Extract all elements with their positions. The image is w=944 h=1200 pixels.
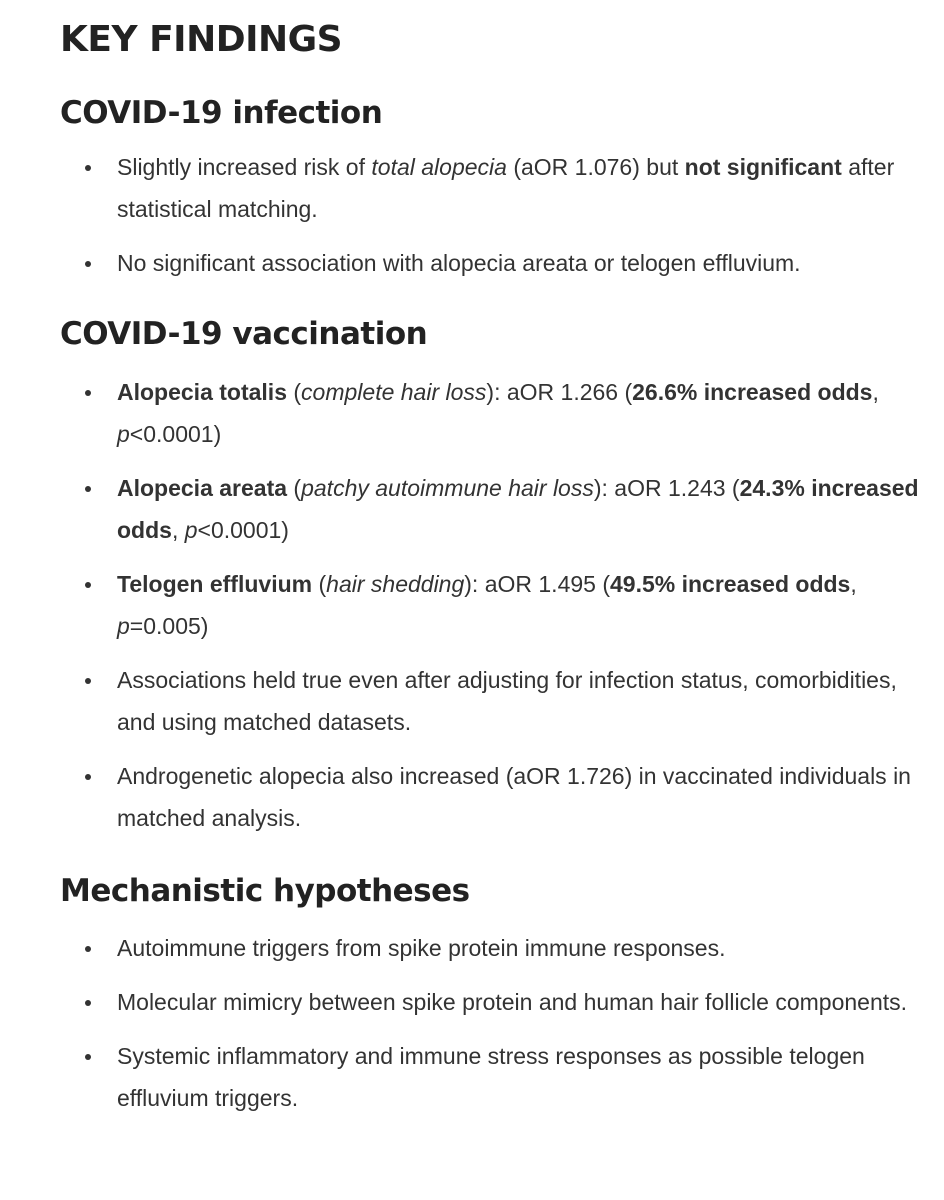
document [60,16,940,1119]
list-item: No significant association with alopecia areata or telogen effluvium. [60,242,940,284]
list-item: Autoimmune triggers from spike protein immune responses. [60,927,940,969]
list-item: Telogen effluvium (hair shedding): aOR 1.495 (49.5% increased odds, p=0.005) [60,563,940,647]
list-item: Associations held true even after adjusting for infection status, comorbidities, and using matched datasets. [60,659,940,743]
infection-findings-list [60,146,940,284]
section-heading-mechanistic: Mechanistic hypotheses [60,873,470,909]
list-item: Alopecia totalis (complete hair loss): aOR 1.266 (26.6% increased odds, p<0.0001) [60,371,940,455]
section-heading-vaccination: COVID-19 vaccination [60,316,428,352]
vaccination-findings-list [60,371,940,839]
list-item: Androgenetic alopecia also increased (aOR 1.726) in vaccinated individuals in matched analysis. [60,755,940,839]
mechanistic-hypotheses-list [60,927,940,1119]
list-item: Slightly increased risk of total alopecia (aOR 1.076) but not significant after statistical matching. [60,146,940,230]
list-item: Alopecia areata (patchy autoimmune hair loss): aOR 1.243 (24.3% increased odds, p<0.0001) [60,467,940,551]
section-heading-infection: COVID-19 infection [60,95,383,131]
page-title: KEY FINDINGS [60,19,343,60]
list-item: Systemic inflammatory and immune stress responses as possible telogen effluvium triggers. [60,1035,940,1119]
list-item: Molecular mimicry between spike protein and human hair follicle components. [60,981,940,1023]
